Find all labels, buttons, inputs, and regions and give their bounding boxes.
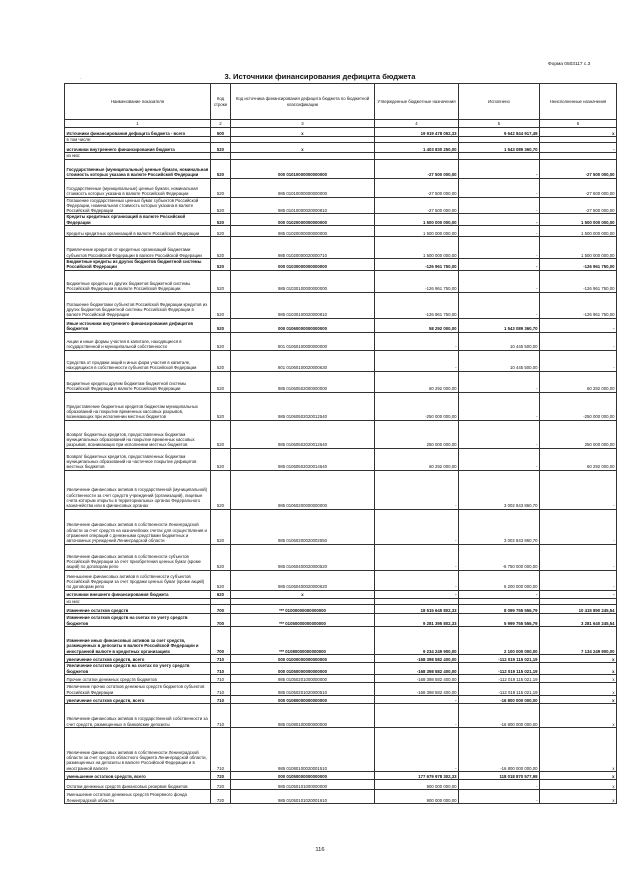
executed-amount: 118 018 870 577,98 — [459, 771, 540, 779]
approved-amount: - — [375, 695, 459, 703]
row-name: увеличение остатков средств, всего — [65, 654, 211, 662]
unexecuted-amount: x — [540, 779, 617, 789]
unexecuted-amount: -126 961 750,00 — [540, 292, 617, 318]
source-code: 000 01050000000000000 — [231, 662, 375, 674]
row-name: Увеличение остатков средств на счетах по учету средств бюджетов — [65, 662, 211, 674]
table-row — [65, 779, 617, 789]
row-name: Предоставление бюджетных кредитов бюджетам муниципальных образований на покрытие временных кассовых разрывов, возникающих при исполнении местных бюджетов — [65, 392, 211, 420]
row-name: Изменение остатков средств на счетах по учету средств бюджетов — [65, 613, 211, 626]
row-code: 710 — [211, 654, 231, 662]
approved-amount: 18 515 645 802,33 — [375, 604, 459, 613]
source-code: 985 01060502000000000 — [231, 371, 375, 392]
unexecuted-amount: 60 292 000,00 — [540, 448, 617, 470]
table-row — [65, 226, 617, 237]
unexecuted-amount: -27 500 000,00 — [540, 159, 617, 178]
approved-amount: -27 500 000,00 — [375, 178, 459, 197]
row-name: Привлечение кредитов от кредитных организаций бюджетами субъектов Российской Федерации в валюте Российской Федерации — [65, 237, 211, 259]
table-row — [65, 448, 617, 470]
row-code: 520 — [211, 570, 231, 590]
approved-amount: -168 398 582 400,00 — [375, 654, 459, 662]
source-code: 000 01050000000000000 — [231, 771, 375, 779]
source-code: 985 01010000020000810 — [231, 197, 375, 214]
source-code: 985 01050201000000000 — [231, 674, 375, 682]
row-code: 500 — [211, 128, 231, 137]
row-name: Бюджетные кредиты из других бюджетов бюджетной системы Российской Федерации в валюте Российской Федерации — [65, 270, 211, 292]
unexecuted-amount: x — [540, 703, 617, 727]
executed-amount: - — [459, 178, 540, 197]
approved-amount: 9 281 395 802,33 — [375, 613, 459, 626]
table-row — [65, 674, 617, 682]
source-code: 801 01060100000000000 — [231, 332, 375, 350]
executed-amount: - — [459, 789, 540, 803]
header-name: Наименование показателя — [65, 84, 211, 120]
row-name: Увеличение финансовых активов в собственности Ленинградской области за счет средств на казначейских счетах для осуществления и отражения операций с денежными средствами бюджетных и автономных учреждений Ленинградской области — [65, 509, 211, 544]
executed-amount: -112 019 115 021,19 — [459, 682, 540, 695]
row-name: Погашение бюджетами субъектов Российской Федерации кредитов из других бюджетов бюджетной системы Российской Федерации в валюте Российской Федерации — [65, 292, 211, 318]
source-code: *** 01050000000000000 — [231, 613, 375, 626]
row-code: 520 — [211, 159, 231, 178]
row-code: 720 — [211, 771, 231, 779]
source-code: 985 01050101020001610 — [231, 789, 375, 803]
row-code: 520 — [211, 509, 231, 544]
row-code: 710 — [211, 703, 231, 727]
header-unexecuted: Неисполненные назначения — [540, 84, 617, 120]
table-row — [65, 237, 617, 259]
source-code: *** 01080000000000000 — [231, 626, 375, 654]
unexecuted-amount: 1 500 000 000,00 — [540, 226, 617, 237]
approved-amount: - — [375, 570, 459, 590]
row-name: Остатки денежных средств финансовых резервов бюджетов — [65, 779, 211, 789]
row-code: 520 — [211, 420, 231, 448]
unexecuted-amount: -126 961 750,00 — [540, 270, 617, 292]
table-row — [65, 197, 617, 214]
column-number-row — [65, 120, 617, 128]
row-name: в том числе: — [65, 137, 211, 143]
row-name: Государственные (муниципальные) ценные бумаги, номинальная стоимость которых указана в валюте Российской Федерации — [65, 159, 211, 178]
row-name: Увеличение финансовых активов в собственности Ленинградской области за счет средств областного бюджета Ленинградской области, размещенных на депозиты в валюте Российской Федерации и в иностранной валюте — [65, 727, 211, 771]
source-code: 985 01080100000000000 — [231, 703, 375, 727]
unexecuted-amount: 10 415 890 245,54 — [540, 604, 617, 613]
approved-amount: 60 292 000,00 — [375, 448, 459, 470]
row-code: 710 — [211, 695, 231, 703]
approved-amount: - — [375, 703, 459, 727]
row-name: Возврат бюджетных кредитов, предоставленных бюджетам муниципальных образований на покрытие временных кассовых разрывов, возникающих при исполнении местных бюджетов — [65, 420, 211, 448]
header-executed: Исполнено — [459, 84, 540, 120]
source-code: x — [231, 143, 375, 153]
table-row — [65, 703, 617, 727]
approved-amount: 19 919 478 052,33 — [375, 128, 459, 137]
row-name: источники внешнего финансирования бюджета — [65, 590, 211, 598]
row-code: 520 — [211, 178, 231, 197]
table-row — [65, 626, 617, 654]
row-code: 700 — [211, 613, 231, 626]
table-row — [65, 789, 617, 803]
row-code: 520 — [211, 197, 231, 214]
table-row — [65, 570, 617, 590]
row-name: Изменение остатков средств — [65, 604, 211, 613]
header-source-code: Код источника финансирования дефицита бюджета по бюджетной классификации — [231, 84, 375, 120]
row-code: 520 — [211, 332, 231, 350]
executed-amount: - — [459, 214, 540, 226]
col-number: 3 — [231, 120, 375, 128]
unexecuted-amount: - — [540, 509, 617, 544]
source-code: x — [231, 128, 375, 137]
source-code: x — [231, 590, 375, 598]
executed-amount: 1 543 089 360,70 — [459, 143, 540, 153]
unexecuted-amount: 1 500 000 000,00 — [540, 237, 617, 259]
row-code: 700 — [211, 604, 231, 613]
source-code: 985 01060400020000520 — [231, 544, 375, 570]
row-code: 520 — [211, 292, 231, 318]
source-code: 985 01060200000000000 — [231, 470, 375, 509]
unexecuted-amount: - — [540, 570, 617, 590]
source-code: 985 01030100000000000 — [231, 270, 375, 292]
approved-amount: 1 403 830 250,00 — [375, 143, 459, 153]
table-row — [65, 509, 617, 544]
source-code: 985 01060502020014640 — [231, 448, 375, 470]
row-name: Уменьшение остатков денежных средств Резервного фонда Ленинградской области — [65, 789, 211, 803]
table-row — [65, 392, 617, 420]
executed-amount: - — [459, 226, 540, 237]
row-code: 710 — [211, 682, 231, 695]
approved-amount: -168 398 582 400,00 — [375, 682, 459, 695]
executed-amount: 5 200 000 000,00 — [459, 570, 540, 590]
table-row — [65, 604, 617, 613]
source-code: 801 01060100020000630 — [231, 350, 375, 371]
row-name: Государственные (муниципальные) ценные бумаги, номинальная стоимость которых указана в валюте Российской Федерации — [65, 178, 211, 197]
executed-amount: - — [459, 392, 540, 420]
approved-amount: -27 500 000,00 — [375, 159, 459, 178]
table-row — [65, 159, 617, 178]
unexecuted-amount: - — [540, 544, 617, 570]
approved-amount: - — [375, 470, 459, 509]
unexecuted-amount: x — [540, 674, 617, 682]
executed-amount: -6 750 000 000,00 — [459, 544, 540, 570]
approved-amount: -168 398 582 400,00 — [375, 662, 459, 674]
row-name: Средства от продажи акций и иных форм участия в капитале, находящихся в собственности субъектов Российской Федерации — [65, 350, 211, 371]
approved-amount: 58 292 000,00 — [375, 318, 459, 332]
unexecuted-amount: - — [540, 470, 617, 509]
unexecuted-amount: x — [540, 695, 617, 703]
row-code: 520 — [211, 448, 231, 470]
row-name: Иные источники внутреннего финансирования дефицитов бюджетов — [65, 318, 211, 332]
approved-amount: 60 292 000,00 — [375, 371, 459, 392]
row-name: уменьшение остатков средств, всего — [65, 771, 211, 779]
unexecuted-amount: -250 000 000,00 — [540, 392, 617, 420]
executed-amount: -112 019 115 021,19 — [459, 662, 540, 674]
approved-amount: 1 500 000 000,00 — [375, 214, 459, 226]
executed-amount: - — [459, 779, 540, 789]
table-row — [65, 178, 617, 197]
source-code: 985 01060502020012540 — [231, 392, 375, 420]
table-row — [65, 470, 617, 509]
row-name: Акции и иные формы участия в капитале, находящиеся в государственной и муниципальной собственности — [65, 332, 211, 350]
source-code: 985 01010000000000000 — [231, 178, 375, 197]
approved-amount: -250 000 000,00 — [375, 392, 459, 420]
table-row — [65, 420, 617, 448]
row-name: Бюджетные кредиты другим бюджетам бюджетной системы Российской Федерации в валюте Российской Федерации — [65, 371, 211, 392]
executed-amount: 3 002 843 860,70 — [459, 470, 540, 509]
executed-amount: - — [459, 590, 540, 598]
unexecuted-amount: - — [540, 350, 617, 371]
unexecuted-amount: -27 500 000,00 — [540, 178, 617, 197]
unexecuted-amount: 3 281 640 245,54 — [540, 613, 617, 626]
header-row-code: Код строки — [211, 84, 231, 120]
source-code: 985 01020000020000710 — [231, 237, 375, 259]
table-row — [65, 662, 617, 674]
unexecuted-amount: 1 500 000 000,00 — [540, 214, 617, 226]
row-code: 720 — [211, 789, 231, 803]
row-name: Увеличение финансовых активов в собственности субъектов Российской Федерации за счет приобретения ценных бумаг (кроме акций) по договорам репо — [65, 544, 211, 570]
row-code: 710 — [211, 662, 231, 674]
approved-amount: - — [375, 509, 459, 544]
table-row — [65, 371, 617, 392]
row-code: 720 — [211, 779, 231, 789]
row-code: 710 — [211, 727, 231, 771]
row-code: 520 — [211, 259, 231, 271]
row-code: 520 — [211, 270, 231, 292]
page-number: 116 — [315, 847, 325, 853]
table-row — [65, 318, 617, 332]
row-name: Бюджетные кредиты из других бюджетов бюджетной системы Российской Федерации — [65, 259, 211, 271]
approved-amount: -126 961 750,00 — [375, 292, 459, 318]
unexecuted-amount: -126 961 750,00 — [540, 259, 617, 271]
executed-amount: -16 800 000 000,00 — [459, 695, 540, 703]
source-code: 000 01080000000000000 — [231, 695, 375, 703]
executed-amount: - — [459, 270, 540, 292]
row-code: 520 — [211, 237, 231, 259]
row-name: Увеличение финансовых активов в государственной собственности за счет средств, размещенных в банковские депозиты — [65, 703, 211, 727]
source-code: 000 01020000000000000 — [231, 214, 375, 226]
source-code: 985 01060200020002550 — [231, 509, 375, 544]
row-code: 700 — [211, 626, 231, 654]
row-name: из них: — [65, 598, 211, 604]
table-row — [65, 128, 617, 137]
executed-amount: - — [459, 371, 540, 392]
unexecuted-amount: x — [540, 789, 617, 803]
executed-amount: 9 642 844 917,49 — [459, 128, 540, 137]
col-number: 6 — [540, 120, 617, 128]
unexecuted-amount: 60 292 000,00 — [540, 371, 617, 392]
approved-amount: 900 000 000,00 — [375, 789, 459, 803]
executed-amount: 1 543 089 360,70 — [459, 318, 540, 332]
row-name: Возврат бюджетных кредитов, предоставленных бюджетам муниципальных образований на частичное покрытие дефицитов местных бюджетов — [65, 448, 211, 470]
source-code: 000 01000000000000000 — [231, 654, 375, 662]
approved-amount: - — [375, 332, 459, 350]
approved-amount: 900 000 000,00 — [375, 779, 459, 789]
source-code: 000 01060000000000000 — [231, 318, 375, 332]
header-row — [65, 84, 617, 120]
col-number: 4 — [375, 120, 459, 128]
unexecuted-amount: 7 134 249 900,00 — [540, 626, 617, 654]
executed-amount: 5 999 755 556,79 — [459, 613, 540, 626]
approved-amount: 1 500 000 000,00 — [375, 226, 459, 237]
row-code: 520 — [211, 143, 231, 153]
approved-amount: 177 679 978 302,33 — [375, 771, 459, 779]
row-name: увеличение остатков средств, всего — [65, 695, 211, 703]
row-name: Кредиты кредитных организаций в валюте Российской Федерации — [65, 214, 211, 226]
table-row — [65, 613, 617, 626]
unexecuted-amount: x — [540, 771, 617, 779]
row-code: 520 — [211, 470, 231, 509]
executed-amount: 10 445 500,00 — [459, 332, 540, 350]
approved-amount: - — [375, 544, 459, 570]
executed-amount: - — [459, 237, 540, 259]
row-code: 520 — [211, 544, 231, 570]
executed-amount: 10 445 500,00 — [459, 350, 540, 371]
unexecuted-amount: - — [540, 332, 617, 350]
unexecuted-amount: x — [540, 682, 617, 695]
executed-amount: -112 019 115 021,19 — [459, 674, 540, 682]
executed-amount: 3 002 843 860,70 — [459, 509, 540, 544]
executed-amount: - — [459, 259, 540, 271]
unexecuted-amount: -27 500 000,00 — [540, 197, 617, 214]
form-id: Форма 0503117 с.3 — [548, 62, 591, 67]
table-row — [65, 292, 617, 318]
executed-amount: -112 019 115 021,19 — [459, 654, 540, 662]
approved-amount: -27 500 000,00 — [375, 197, 459, 214]
col-number: 1 — [65, 120, 211, 128]
table-row — [65, 544, 617, 570]
row-name: из них: — [65, 153, 211, 159]
row-name: Прочие остатки денежных средств бюджетов — [65, 674, 211, 682]
row-name: источники внутреннего финансирования бюджета — [65, 143, 211, 153]
table-row — [65, 695, 617, 703]
executed-amount: - — [459, 197, 540, 214]
unexecuted-amount: 250 000 000,00 — [540, 420, 617, 448]
table-row — [65, 654, 617, 662]
unexecuted-amount: x — [540, 727, 617, 771]
executed-amount: -16 800 000 000,00 — [459, 727, 540, 771]
row-code: 520 — [211, 392, 231, 420]
sources-table — [64, 83, 617, 804]
approved-amount: -126 961 750,00 — [375, 259, 459, 271]
row-code: 620 — [211, 590, 231, 598]
unexecuted-amount: x — [540, 128, 617, 137]
approved-amount: 250 000 000,00 — [375, 420, 459, 448]
approved-amount: 9 234 249 900,00 — [375, 626, 459, 654]
row-name: Увеличение прочих остатков денежных средств бюджетов субъектов Российской Федерации — [65, 682, 211, 695]
row-code: 520 — [211, 226, 231, 237]
table-row — [65, 771, 617, 779]
row-code: 520 — [211, 214, 231, 226]
approved-amount: - — [375, 590, 459, 598]
page-title: 3. Источники финансирования дефицита бюджета — [224, 72, 416, 81]
table-row — [65, 259, 617, 271]
row-code: 520 — [211, 350, 231, 371]
unexecuted-amount: x — [540, 654, 617, 662]
unexecuted-amount: - — [540, 143, 617, 153]
table-row — [65, 143, 617, 153]
margin-mark: · — [80, 76, 82, 82]
executed-amount: - — [459, 159, 540, 178]
approved-amount: - — [375, 727, 459, 771]
source-code: 985 01050101000000000 — [231, 779, 375, 789]
table-row — [65, 332, 617, 350]
source-code: *** 01000000000000000 — [231, 604, 375, 613]
table-row — [65, 727, 617, 771]
executed-amount: - — [459, 420, 540, 448]
table-row — [65, 682, 617, 695]
row-name: Изменение иных финансовых активов за счет средств, размещенных в депозиты в валюте Российской Федерации и иностранной валюте в кредитных организациях — [65, 626, 211, 654]
source-code: 000 01010000000000000 — [231, 159, 375, 178]
row-code: 520 — [211, 318, 231, 332]
row-name: Уменьшение финансовых активов в собственности субъектов Российской Федерации за счет продажи ценных бумаг (кроме акций) по договорам репо — [65, 570, 211, 590]
unexecuted-amount: - — [540, 318, 617, 332]
approved-amount: - — [375, 350, 459, 371]
col-number: 5 — [459, 120, 540, 128]
source-code: 985 01050201020000510 — [231, 682, 375, 695]
source-code: 985 01060502020012640 — [231, 420, 375, 448]
source-code: 985 01030100020000810 — [231, 292, 375, 318]
executed-amount: -16 800 000 000,00 — [459, 703, 540, 727]
unexecuted-amount: x — [540, 662, 617, 674]
header-approved: Утвержденные бюджетные назначения — [375, 84, 459, 120]
source-code: 985 01060400020000620 — [231, 570, 375, 590]
executed-amount: - — [459, 448, 540, 470]
row-name: Источники финансирования дефицита бюджета - всего — [65, 128, 211, 137]
approved-amount: -168 398 582 400,00 — [375, 674, 459, 682]
unexecuted-amount: - — [540, 590, 617, 598]
row-name: Увеличение финансовых активов в государственной (муниципальной) собственности за счет средств учреждений (организаций), лицевые счета которым открыты в территориальных органах Федерального казначейства или в финансовых органах — [65, 470, 211, 509]
table-row — [65, 270, 617, 292]
table-row — [65, 590, 617, 598]
row-code: 520 — [211, 371, 231, 392]
approved-amount: -126 961 750,00 — [375, 270, 459, 292]
row-name: Кредиты кредитных организаций в валюте Российской Федерации — [65, 226, 211, 237]
executed-amount: 2 100 000 000,00 — [459, 626, 540, 654]
executed-amount: - — [459, 292, 540, 318]
table-row — [65, 350, 617, 371]
executed-amount: 8 099 755 556,79 — [459, 604, 540, 613]
table-row — [65, 214, 617, 226]
col-number: 2 — [211, 120, 231, 128]
approved-amount: 1 500 000 000,00 — [375, 237, 459, 259]
row-code: 710 — [211, 674, 231, 682]
source-code: 000 01030000000000000 — [231, 259, 375, 271]
source-code: 985 01080100020001510 — [231, 727, 375, 771]
source-code: 985 01020000000000000 — [231, 226, 375, 237]
row-name: Погашение государственных ценных бумаг субъектов Российской Федерации, номинальная стоимость которых указана в валюте Российской Федерации — [65, 197, 211, 214]
